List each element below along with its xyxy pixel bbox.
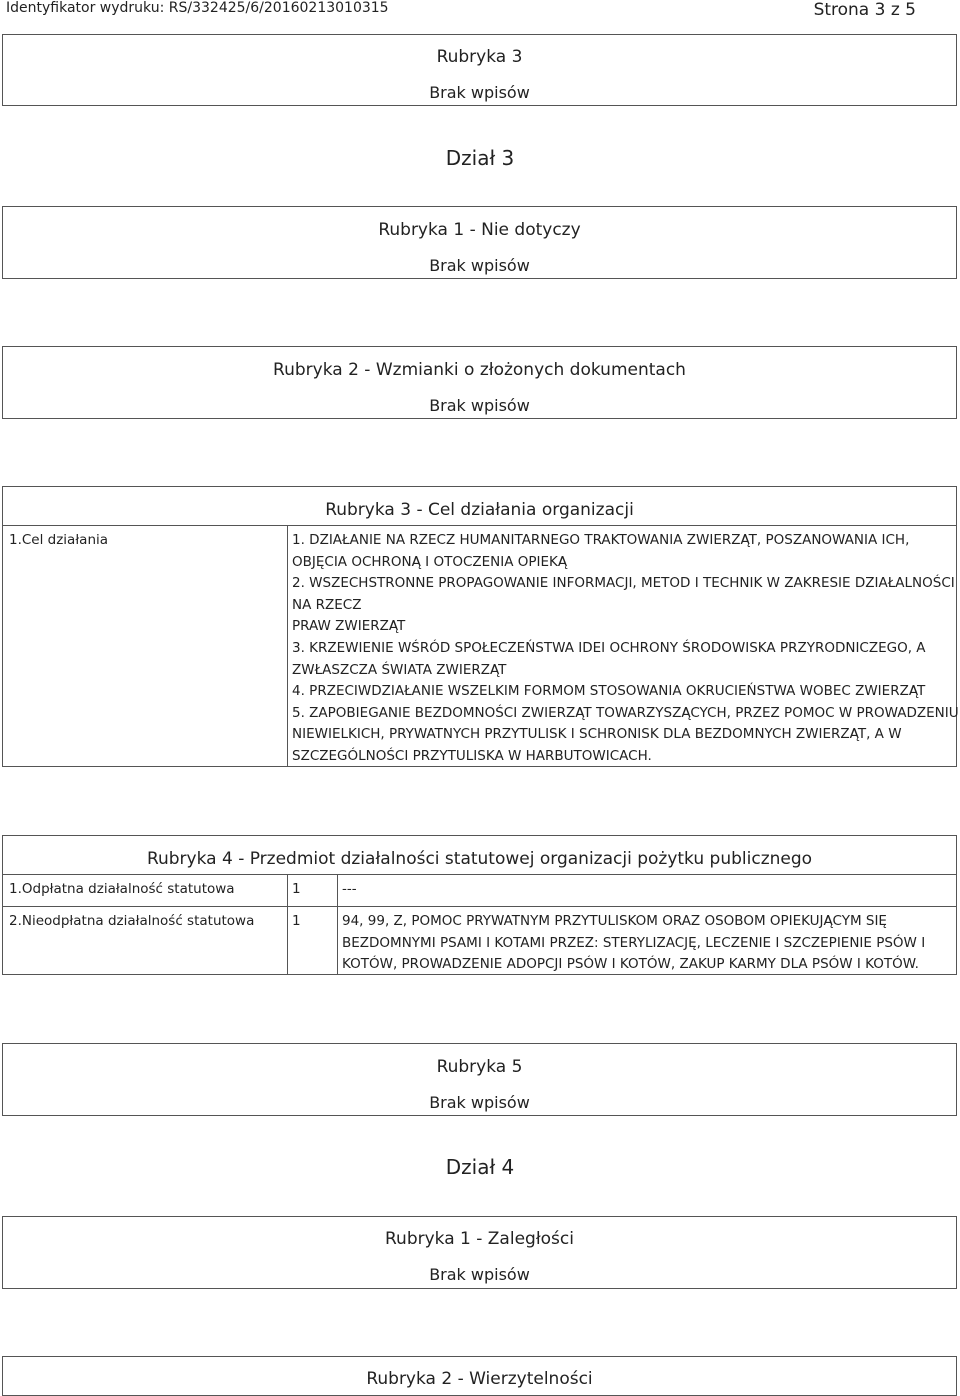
section-value: Brak wpisów xyxy=(429,256,530,275)
section-title: Rubryka 4 - Przedmiot działalności statutowej organizacji pożytku publicznego xyxy=(146,849,813,869)
field-label: 1.Cel działania xyxy=(9,532,109,548)
print-identifier: Identyfikator wydruku: RS/332425/6/20160213010315 xyxy=(6,0,389,16)
section-d4-rubryka-1 xyxy=(2,1216,957,1289)
section-value: Brak wpisów xyxy=(429,396,530,415)
row-label: 1.Odpłatna działalność statutowa xyxy=(9,881,235,897)
row-number: 1 xyxy=(292,913,301,929)
row-divider xyxy=(3,874,956,875)
section-title: Rubryka 2 - Wzmianki o złożonych dokumentach xyxy=(273,360,686,380)
section-d3-rubryka-5 xyxy=(2,1043,957,1116)
column-divider xyxy=(287,525,288,766)
dzial-3-heading: Dział 3 xyxy=(445,146,515,170)
section-value: Brak wpisów xyxy=(429,1093,530,1112)
section-title: Rubryka 2 - Wierzytelności xyxy=(366,1369,593,1389)
section-d4-rubryka-2 xyxy=(2,1356,957,1396)
section-title: Rubryka 3 xyxy=(436,47,523,67)
dzial-4-heading: Dział 4 xyxy=(445,1155,515,1179)
section-d3-rubryka-4 xyxy=(2,835,957,975)
row-number: 1 xyxy=(292,881,301,897)
section-title: Rubryka 1 - Nie dotyczy xyxy=(378,220,581,240)
section-d3-rubryka-3 xyxy=(2,486,957,767)
column-divider xyxy=(287,874,288,974)
section-value: Brak wpisów xyxy=(429,1265,530,1284)
page-number: Strona 3 z 5 xyxy=(813,0,916,20)
section-rubryka-3-top xyxy=(2,34,957,106)
row-value: 94, 99, Z, POMOC PRYWATNYM PRZYTULISKOM ORAZ OSOBOM OPIEKUJĄCYM SIĘ BEZDOMNYMI PSAMI I KOTAMI PRZEZ: STERYLIZACJĘ, LECZENIE I SZCZEPIENIE PSÓW I KOTÓW, PROWADZENIE ADOPCJI PSÓW I KOTÓW, ZAKUP KARMY DLA PSÓW I KOTÓW. xyxy=(342,913,926,973)
row-label: 2.Nieodpłatna działalność statutowa xyxy=(9,913,255,929)
section-d3-rubryka-2 xyxy=(2,346,957,419)
section-title: Rubryka 1 - Zaległości xyxy=(385,1229,574,1249)
section-title: Rubryka 5 xyxy=(436,1057,523,1077)
field-value: 1. DZIAŁANIE NA RZECZ HUMANITARNEGO TRAKTOWANIA ZWIERZĄT, POSZANOWANIA ICH, OBJĘCIA OCHRONĄ I OTOCZENIA OPIEKĄ 2. WSZECHSTRONNE PROPAGOWANIE INFORMACJI, METOD I TECHNIK W ZAKRESIE DZIAŁALNOŚCI NA RZECZ PRAW ZWIERZĄT 3. KRZEWIENIE WŚRÓD SPOŁECZEŃSTWA IDEI OCHRONY ŚRODOWISKA PRZYRODNICZEGO, A ZWŁASZCZA ŚWIATA ZWIERZĄT 4. PRZECIWDZIAŁANIE WSZELKIM FORMOM STOSOWANIA OKRUCIEŃSTWA WOBEC ZWIERZĄT 5. ZAPOBIEGANIE BEZDOMNOŚCI ZWIERZĄT TOWARZYSZĄCYCH, PRZEZ POMOC W PROWADZENIU NIEWIELKICH, PRYWATNYCH PRZYTULISK I SCHRONISK DLA BEZDOMNYCH ZWIERZĄT, A W SZCZEGÓLNOŚCI PRZYTULISKA W HARBUTOWICACH. xyxy=(292,532,959,764)
section-d3-rubryka-1 xyxy=(2,206,957,279)
row-divider xyxy=(3,525,956,526)
row-divider xyxy=(3,906,956,907)
column-divider xyxy=(337,874,338,974)
section-value: Brak wpisów xyxy=(429,83,530,102)
row-value: --- xyxy=(342,881,357,897)
section-title: Rubryka 3 - Cel działania organizacji xyxy=(325,500,634,520)
